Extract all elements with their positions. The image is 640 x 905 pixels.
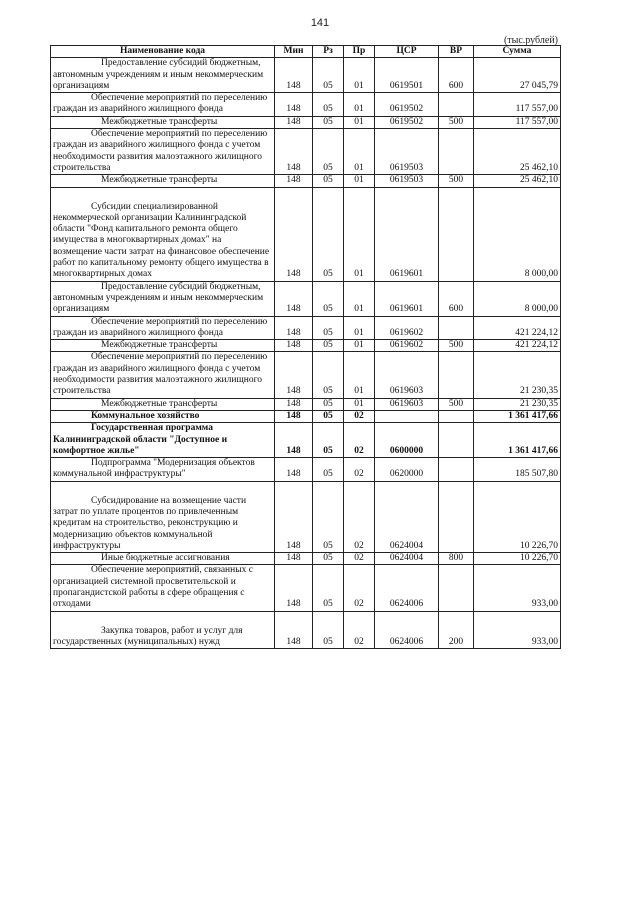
cell-min: 148 [275, 116, 313, 128]
cell-sum: 185 507,80 [474, 458, 561, 482]
cell-min: 148 [275, 410, 313, 422]
cell-min: 148 [275, 340, 313, 352]
cell-pr: 01 [344, 116, 375, 128]
cell-min: 148 [275, 93, 313, 117]
cell-sum: 8 000,00 [474, 281, 561, 316]
cell-csr: 0619503 [375, 175, 439, 187]
cell-csr: 0619503 [375, 129, 439, 175]
cell-csr: 0619502 [375, 116, 439, 128]
table-header-row [51, 46, 561, 58]
table-row [51, 423, 561, 458]
cell-vr: 800 [439, 553, 474, 565]
cell-min: 148 [275, 423, 313, 458]
cell-sum: 21 230,35 [474, 352, 561, 398]
cell-pr: 02 [344, 458, 375, 482]
cell-rz: 05 [313, 481, 344, 552]
cell-pr: 01 [344, 316, 375, 340]
cell-pr: 01 [344, 281, 375, 316]
cell-csr: 0619602 [375, 340, 439, 352]
cell-name: Обеспечение мероприятий, связанных с организацией системной просветительской и пропагандистской работы в сфере обращения с отходами [51, 565, 275, 611]
table-row [51, 340, 561, 352]
cell-name: Межбюджетные трансферты [51, 340, 275, 352]
table-row [51, 611, 561, 649]
cell-vr [439, 93, 474, 117]
table-row [51, 458, 561, 482]
cell-vr [439, 129, 474, 175]
cell-name: Межбюджетные трансферты [51, 398, 275, 410]
cell-min: 148 [275, 458, 313, 482]
cell-pr: 02 [344, 565, 375, 611]
header-name: Наименование кода [51, 46, 275, 58]
header-pr: Пр [344, 46, 375, 58]
cell-pr: 02 [344, 481, 375, 552]
cell-rz: 05 [313, 58, 344, 93]
cell-vr [439, 410, 474, 422]
cell-name: Предоставление субсидий бюджетным, автономным учреждениям и иным некоммерческим организациям [51, 58, 275, 93]
cell-rz: 05 [313, 611, 344, 649]
cell-vr: 500 [439, 116, 474, 128]
table-row [51, 398, 561, 410]
cell-csr: 0600000 [375, 423, 439, 458]
cell-csr: 0624004 [375, 553, 439, 565]
cell-name: Межбюджетные трансферты [51, 116, 275, 128]
cell-sum: 1 361 417,66 [474, 410, 561, 422]
cell-csr: 0619502 [375, 93, 439, 117]
cell-min: 148 [275, 281, 313, 316]
cell-pr: 02 [344, 553, 375, 565]
cell-name: Закупка товаров, работ и услуг для государственных (муниципальных) нужд [51, 611, 275, 649]
cell-csr [375, 410, 439, 422]
cell-pr: 01 [344, 129, 375, 175]
cell-csr: 0619601 [375, 281, 439, 316]
units-label: (тыс.рублей) [503, 35, 558, 46]
cell-min: 148 [275, 565, 313, 611]
cell-rz: 05 [313, 187, 344, 281]
cell-rz: 05 [313, 116, 344, 128]
cell-sum: 117 557,00 [474, 116, 561, 128]
table-row [51, 352, 561, 398]
table-row [51, 481, 561, 552]
cell-csr: 0624004 [375, 481, 439, 552]
cell-min: 148 [275, 187, 313, 281]
cell-rz: 05 [313, 93, 344, 117]
cell-pr: 01 [344, 187, 375, 281]
header-rz: Рз [313, 46, 344, 58]
cell-rz: 05 [313, 316, 344, 340]
cell-min: 148 [275, 611, 313, 649]
cell-csr: 0619601 [375, 187, 439, 281]
cell-pr: 02 [344, 611, 375, 649]
cell-name: Обеспечение мероприятий по переселению граждан из аварийного жилищного фонда [51, 316, 275, 340]
cell-name: Коммунальное хозяйство [51, 410, 275, 422]
cell-vr [439, 423, 474, 458]
cell-sum: 933,00 [474, 565, 561, 611]
cell-sum: 25 462,10 [474, 175, 561, 187]
header-sum: Сумма [474, 46, 561, 58]
cell-vr: 600 [439, 281, 474, 316]
cell-csr: 0619501 [375, 58, 439, 93]
cell-min: 148 [275, 481, 313, 552]
cell-rz: 05 [313, 129, 344, 175]
table-row [51, 316, 561, 340]
cell-csr: 0619603 [375, 398, 439, 410]
cell-name: Государственная программа Калининградской области "Доступное и комфортное жилье" [51, 423, 275, 458]
cell-rz: 05 [313, 458, 344, 482]
cell-name: Обеспечение мероприятий по переселению граждан из аварийного жилищного фонда с учетом необходимости развития малоэтажного жилищного строительства [51, 129, 275, 175]
cell-vr [439, 458, 474, 482]
table-body [51, 58, 561, 649]
cell-csr: 0624006 [375, 611, 439, 649]
cell-vr [439, 565, 474, 611]
cell-name: Межбюджетные трансферты [51, 175, 275, 187]
page-number: 141 [310, 17, 330, 29]
cell-pr: 01 [344, 175, 375, 187]
cell-name: Субсидирование на возмещение части затрат по уплате процентов по привлеченным кредитам на строительство, реконструкцию и модернизацию объектов коммунальной инфраструктуры [51, 481, 275, 552]
cell-sum: 933,00 [474, 611, 561, 649]
cell-min: 148 [275, 58, 313, 93]
cell-sum: 117 557,00 [474, 93, 561, 117]
cell-vr: 500 [439, 340, 474, 352]
cell-min: 148 [275, 553, 313, 565]
cell-sum: 421 224,12 [474, 316, 561, 340]
cell-vr: 600 [439, 58, 474, 93]
cell-vr [439, 352, 474, 398]
cell-vr: 500 [439, 175, 474, 187]
cell-sum: 8 000,00 [474, 187, 561, 281]
cell-pr: 01 [344, 58, 375, 93]
cell-sum: 421 224,12 [474, 340, 561, 352]
cell-sum: 1 361 417,66 [474, 423, 561, 458]
table-row [51, 116, 561, 128]
cell-sum: 27 045,79 [474, 58, 561, 93]
cell-name: Иные бюджетные ассигнования [51, 553, 275, 565]
cell-pr: 01 [344, 340, 375, 352]
cell-name: Подпрограмма "Модернизация объектов коммунальной инфраструктуры" [51, 458, 275, 482]
cell-rz: 05 [313, 423, 344, 458]
cell-rz: 05 [313, 352, 344, 398]
cell-min: 148 [275, 398, 313, 410]
cell-sum: 10 226,70 [474, 553, 561, 565]
table-row [51, 175, 561, 187]
cell-min: 148 [275, 316, 313, 340]
cell-rz: 05 [313, 340, 344, 352]
table-row [51, 58, 561, 93]
cell-vr [439, 481, 474, 552]
table-row [51, 281, 561, 316]
cell-vr [439, 187, 474, 281]
cell-min: 148 [275, 175, 313, 187]
cell-sum: 25 462,10 [474, 129, 561, 175]
cell-vr [439, 316, 474, 340]
cell-sum: 10 226,70 [474, 481, 561, 552]
cell-csr: 0624006 [375, 565, 439, 611]
cell-csr: 0620000 [375, 458, 439, 482]
cell-rz: 05 [313, 410, 344, 422]
header-vr: ВР [439, 46, 474, 58]
cell-csr: 0619602 [375, 316, 439, 340]
table-row [51, 129, 561, 175]
cell-pr: 01 [344, 398, 375, 410]
cell-min: 148 [275, 129, 313, 175]
cell-pr: 02 [344, 423, 375, 458]
cell-pr: 02 [344, 410, 375, 422]
table-row [51, 93, 561, 117]
cell-rz: 05 [313, 398, 344, 410]
cell-rz: 05 [313, 175, 344, 187]
cell-vr: 200 [439, 611, 474, 649]
cell-pr: 01 [344, 93, 375, 117]
budget-table [50, 45, 561, 649]
cell-name: Обеспечение мероприятий по переселению граждан из аварийного жилищного фонда [51, 93, 275, 117]
table-row [51, 187, 561, 281]
cell-vr: 500 [439, 398, 474, 410]
cell-rz: 05 [313, 553, 344, 565]
cell-sum: 21 230,35 [474, 398, 561, 410]
cell-min: 148 [275, 352, 313, 398]
table-row [51, 553, 561, 565]
cell-rz: 05 [313, 565, 344, 611]
cell-rz: 05 [313, 281, 344, 316]
header-min: Мин [275, 46, 313, 58]
cell-name: Субсидии специализированной некоммерческой организации Калининградской области "Фонд капитального ремонта общего имущества в многоквартирных домах" на возмещение части затрат на финансовое обеспечение работ по капитальному ремонту общего имущества в многоквартирных домах [51, 187, 275, 281]
cell-name: Обеспечение мероприятий по переселению граждан из аварийного жилищного фонда с учетом необходимости развития малоэтажного жилищного строительства [51, 352, 275, 398]
table-row [51, 565, 561, 611]
cell-name: Предоставление субсидий бюджетным, автономным учреждениям и иным некоммерческим организациям [51, 281, 275, 316]
cell-pr: 01 [344, 352, 375, 398]
cell-csr: 0619603 [375, 352, 439, 398]
table-row [51, 410, 561, 422]
header-csr: ЦСР [375, 46, 439, 58]
